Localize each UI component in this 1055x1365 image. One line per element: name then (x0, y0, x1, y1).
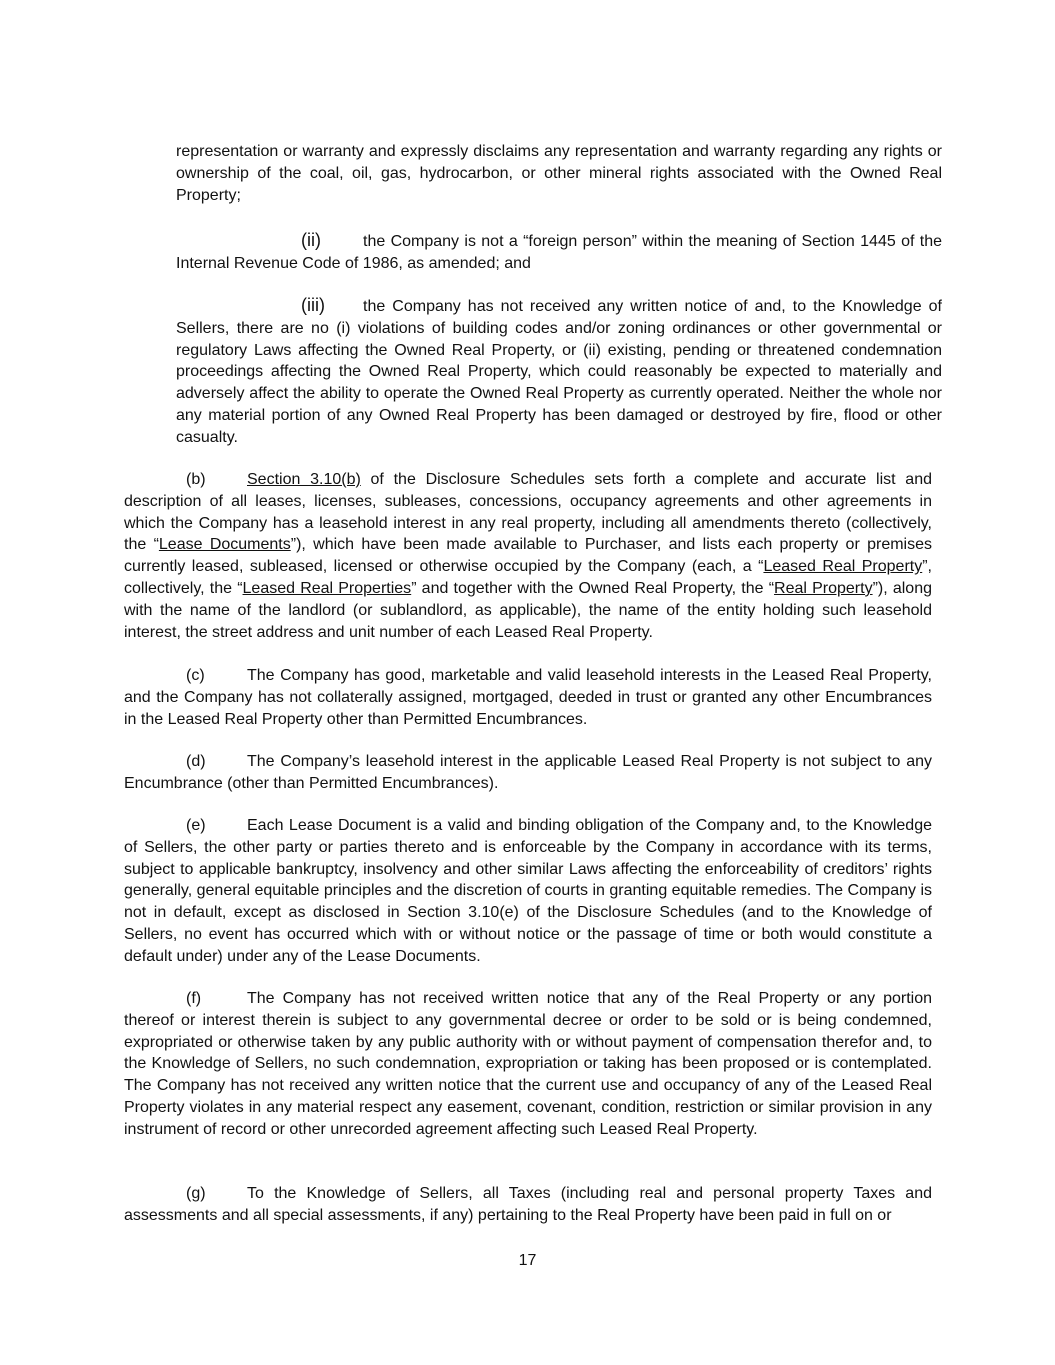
paragraph-b (124, 469, 932, 643)
paragraph-label: (f) (186, 990, 202, 1007)
paragraph-text: To the Knowledge of Sellers, all Taxes (including real and personal property Taxes and assessments and all special assessments, if any) pertaining to the Real Property have been paid in full on or (124, 1185, 932, 1224)
paragraph-text: ”), along with the name of the landlord (or sublandlord, as applicable), the name of the entity holding such leasehold interest, the street address and unit number of each Leased Real Property. (124, 579, 932, 641)
paragraph-text: ”), which have been made available to Purchaser, and lists each property or premises currently leased, subleased, licensed or otherwise occupied by the Company (each, a “ (124, 536, 933, 576)
paragraph-text: of the Disclosure Schedules sets forth a complete and accurate list and description of all leases, licenses, subleases, concessions, occupancy agreements and other agreements in which the Company has a leasehold interest in any real property, including all amendments thereto (collectively, the “ (124, 471, 932, 554)
paragraph-f (124, 988, 932, 1141)
defined-term: Leased Real Property (763, 558, 923, 576)
paragraph-label: (g) (186, 1185, 206, 1202)
paragraph-text: the Company has not received any written notice of and, to the Knowledge of Sellers, there are no (i) violations of building codes and/or zoning ordinances or other governmental or regulatory Laws affecting the Owned Real Property, or (ii) existing, pending or threatened condemnation proceedings affecting the Owned Real Property, which could reasonably be expected to materially and adversely affect the ability to operate the Owned Real Property as currently operated. Neither the whole nor any material portion of any Owned Real Property has been damaged or destroyed by fire, flood or other casualty. (176, 298, 942, 446)
paragraph-ii (176, 230, 942, 275)
paragraph-text: The Company has not received written notice that any of the Real Property or any portion thereof or interest therein is subject to any governmental decree or order to be sold or is being condemned, expropriated or otherwise taken by any public authority with or without payment of compensation therefor and, to the Knowledge of Sellers, no such condemnation, expropriation or taking has been proposed or is contemplated. The Company has not received any written notice that the current use and occupancy of any of the Leased Real Property violates in any material respect any easement, covenant, condition, restriction or similar provision in any instrument of record or other unrecorded agreement affecting such Leased Real Property. (124, 990, 932, 1138)
paragraph-text: representation or warranty and expressly disclaims any representation and warranty regarding any rights or ownership of the coal, oil, gas, hydrocarbon, or other mineral rights associated with the Owned Real Property; (176, 143, 942, 204)
paragraph-iii (176, 295, 942, 449)
paragraph-i-continued (176, 141, 942, 206)
paragraph-text: ” and together with the Owned Real Property, the “ (411, 579, 775, 597)
paragraph-d (124, 751, 932, 795)
paragraph-label: (d) (186, 753, 206, 770)
paragraph-text: the Company is not a “foreign person” within the meaning of Section 1445 of the Internal Revenue Code of 1986, as amended; and (176, 233, 942, 272)
paragraph-label: (b) (186, 471, 206, 488)
page-number: 17 (518, 1252, 537, 1269)
paragraph-e (124, 815, 932, 968)
paragraph-text: ”, collectively, the “ (124, 558, 932, 597)
paragraph-text: Each Lease Document is a valid and binding obligation of the Company and, to the Knowledge of Sellers, the other party or parties thereto and is enforceable by the Company in accordance with its terms, subject to applicable bankruptcy, insolvency and other similar Laws affecting the enforceability of creditors’ rights generally, general equitable principles and the discretion of courts in granting equitable remedies. The Company is not in default, except as disclosed in Section 3.10(e) of the Disclosure Schedules (and to the Knowledge of Sellers, no event has occurred which with or without notice or the passage of time or both would constitute a default under) under any of the Lease Documents. (124, 817, 932, 965)
section-reference: Section 3.10(b) (247, 471, 361, 488)
paragraph-label: (iii) (301, 295, 325, 315)
defined-term: Lease Documents (158, 536, 291, 554)
paragraph-text: The Company’s leasehold interest in the applicable Leased Real Property is not subject to any Encumbrance (other than Permitted Encumbrances). (124, 753, 932, 792)
paragraph-label: (e) (186, 817, 206, 834)
paragraph-c (124, 665, 932, 730)
paragraph-text: The Company has good, marketable and valid leasehold interests in the Leased Real Property, and the Company has not collaterally assigned, mortgaged, deeded in trust or granted any other Encumbrances in the Leased Real Property other than Permitted Encumbrances. (124, 667, 932, 728)
paragraph-g (124, 1183, 932, 1227)
paragraph-label: (ii) (301, 230, 321, 250)
defined-term: Leased Real Properties (242, 579, 412, 597)
paragraph-label: (c) (186, 667, 205, 684)
defined-term: Real Property (774, 579, 873, 597)
